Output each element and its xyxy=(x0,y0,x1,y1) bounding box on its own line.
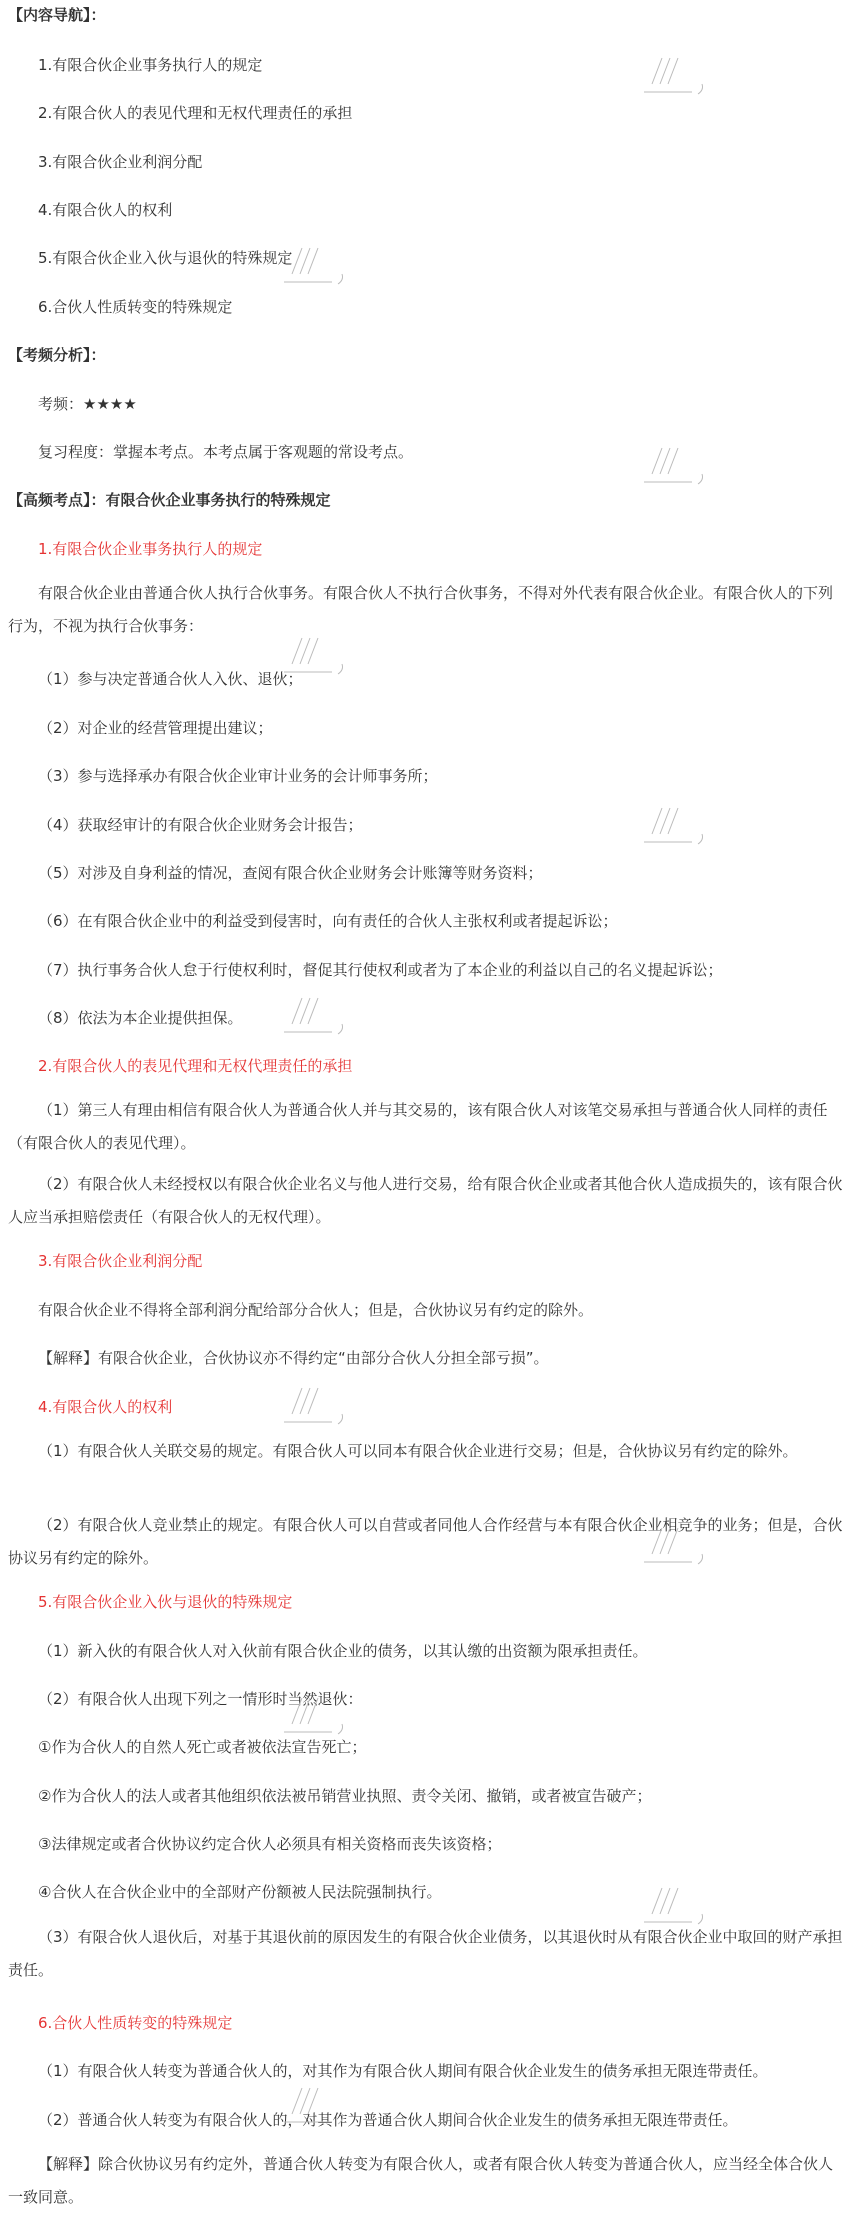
paragraph: 有限合伙企业由普通合伙人执行合伙事务。有限合伙人不执行合伙事务，不得对外代表有限合伙企业。有限合伙人的下列行为，不视为执行合伙事务： xyxy=(8,584,834,635)
watermark-icon xyxy=(280,990,350,1045)
nav-item: 2.有限合伙人的表见代理和无权代理责任的承担 xyxy=(38,104,353,122)
section-heading: 3.有限合伙企业利润分配 xyxy=(38,1252,203,1270)
explanation-note: 【解释】有限合伙企业，合伙协议亦不得约定“由部分合伙人分担全部亏损”。 xyxy=(38,1349,549,1367)
nav-item: 1.有限合伙企业事务执行人的规定 xyxy=(38,56,263,74)
paragraph: （1）有限合伙人关联交易的规定。有限合伙人可以同本有限合伙企业进行交易；但是，合伙协议另有约定的除外。 xyxy=(38,1442,798,1460)
section-heading: 5.有限合伙企业入伙与退伙的特殊规定 xyxy=(38,1593,293,1611)
paragraph: （2）有限合伙人未经授权以有限合伙企业名义与他人进行交易，给有限合伙企业或者其他合伙人造成损失的，该有限合伙人应当承担赔偿责任（有限合伙人的无权代理）。 xyxy=(8,1175,843,1226)
paragraph: 有限合伙企业不得将全部利润分配给部分合伙人；但是，合伙协议另有约定的除外。 xyxy=(38,1301,594,1319)
section-heading: 1.有限合伙企业事务执行人的规定 xyxy=(38,540,263,558)
analysis-title: 【考频分析】： xyxy=(8,346,106,364)
paragraph: （1）有限合伙人转变为普通合伙人的，对其作为有限合伙人期间有限合伙企业发生的债务承担无限连带责任。 xyxy=(38,2062,768,2080)
list-item: （2）对企业的经营管理提出建议； xyxy=(38,719,273,737)
nav-title: 【内容导航】： xyxy=(8,6,106,24)
list-item: （7）执行事务合伙人怠于行使权利时，督促其行使权利或者为了本企业的利益以自己的名义提起诉讼； xyxy=(38,961,723,979)
nav-item: 4.有限合伙人的权利 xyxy=(38,201,173,219)
nav-item: 5.有限合伙企业入伙与退伙的特殊规定 xyxy=(38,249,293,267)
list-item: （6）在有限合伙企业中的利益受到侵害时，向有责任的合伙人主张权利或者提起诉讼； xyxy=(38,912,618,930)
list-item: ④合伙人在合伙企业中的全部财产份额被人民法院强制执行。 xyxy=(38,1883,442,1901)
paragraph: （1）第三人有理由相信有限合伙人为普通合伙人并与其交易的，该有限合伙人对该笔交易承担与普通合伙人同样的责任（有限合伙人的表见代理）。 xyxy=(8,1101,828,1152)
list-item: ②作为合伙人的法人或者其他组织依法被吊销营业执照、责令关闭、撤销，或者被宣告破产； xyxy=(38,1787,652,1805)
review-level: 复习程度：掌握本考点。本考点属于客观题的常设考点。 xyxy=(38,443,414,461)
watermark-icon xyxy=(640,1880,710,1935)
hot-topic-title: 【高频考点】：有限合伙企业事务执行的特殊规定 xyxy=(8,491,331,509)
watermark-icon xyxy=(280,1380,350,1435)
watermark-icon xyxy=(280,1690,350,1745)
paragraph: （2）有限合伙人出现下列之一情形时当然退伙： xyxy=(38,1690,363,1708)
list-item: （4）获取经审计的有限合伙企业财务会计报告； xyxy=(38,816,363,834)
nav-item: 6.合伙人性质转变的特殊规定 xyxy=(38,298,233,316)
section-heading: 6.合伙人性质转变的特殊规定 xyxy=(38,2014,233,2032)
watermark-icon xyxy=(280,240,350,295)
watermark-icon xyxy=(640,1520,710,1575)
paragraph: （2）有限合伙人竞业禁止的规定。有限合伙人可以自营或者同他人合作经营与本有限合伙企业相竞争的业务；但是，合伙协议另有约定的除外。 xyxy=(8,1516,843,1567)
nav-item: 3.有限合伙企业利润分配 xyxy=(38,153,203,171)
watermark-icon xyxy=(640,800,710,855)
list-item: （5）对涉及自身利益的情况，查阅有限合伙企业财务会计账簿等财务资料； xyxy=(38,864,543,882)
watermark-icon xyxy=(640,440,710,495)
paragraph: （1）新入伙的有限合伙人对入伙前有限合伙企业的债务，以其认缴的出资额为限承担责任。 xyxy=(38,1642,648,1660)
paragraph: （2）普通合伙人转变为有限合伙人的，对其作为普通合伙人期间合伙企业发生的债务承担无限连带责任。 xyxy=(38,2111,738,2129)
list-item: （3）参与选择承办有限合伙企业审计业务的会计师事务所； xyxy=(38,767,438,785)
paragraph: （3）有限合伙人退伙后，对基于其退伙前的原因发生的有限合伙企业债务，以其退伙时从有限合伙企业中取回的财产承担责任。 xyxy=(8,1928,843,1979)
list-item: （8）依法为本企业提供担保。 xyxy=(38,1009,243,1027)
list-item: （1）参与决定普通合伙人入伙、退伙； xyxy=(38,670,303,688)
watermark-icon xyxy=(280,2080,350,2135)
section-heading: 4.有限合伙人的权利 xyxy=(38,1398,173,1416)
explanation-note: 【解释】除合伙协议另有约定外，普通合伙人转变为有限合伙人，或者有限合伙人转变为普通合伙人，应当经全体合伙人一致同意。 xyxy=(8,2155,834,2206)
section-heading: 2.有限合伙人的表见代理和无权代理责任的承担 xyxy=(38,1057,353,1075)
list-item: ③法律规定或者合伙协议约定合伙人必须具有相关资格而丧失该资格； xyxy=(38,1835,502,1853)
frequency-rating: 考频：★★★★ xyxy=(38,395,137,413)
watermark-icon xyxy=(640,50,710,105)
watermark-icon xyxy=(280,630,350,685)
list-item: ①作为合伙人的自然人死亡或者被依法宣告死亡； xyxy=(38,1738,367,1756)
